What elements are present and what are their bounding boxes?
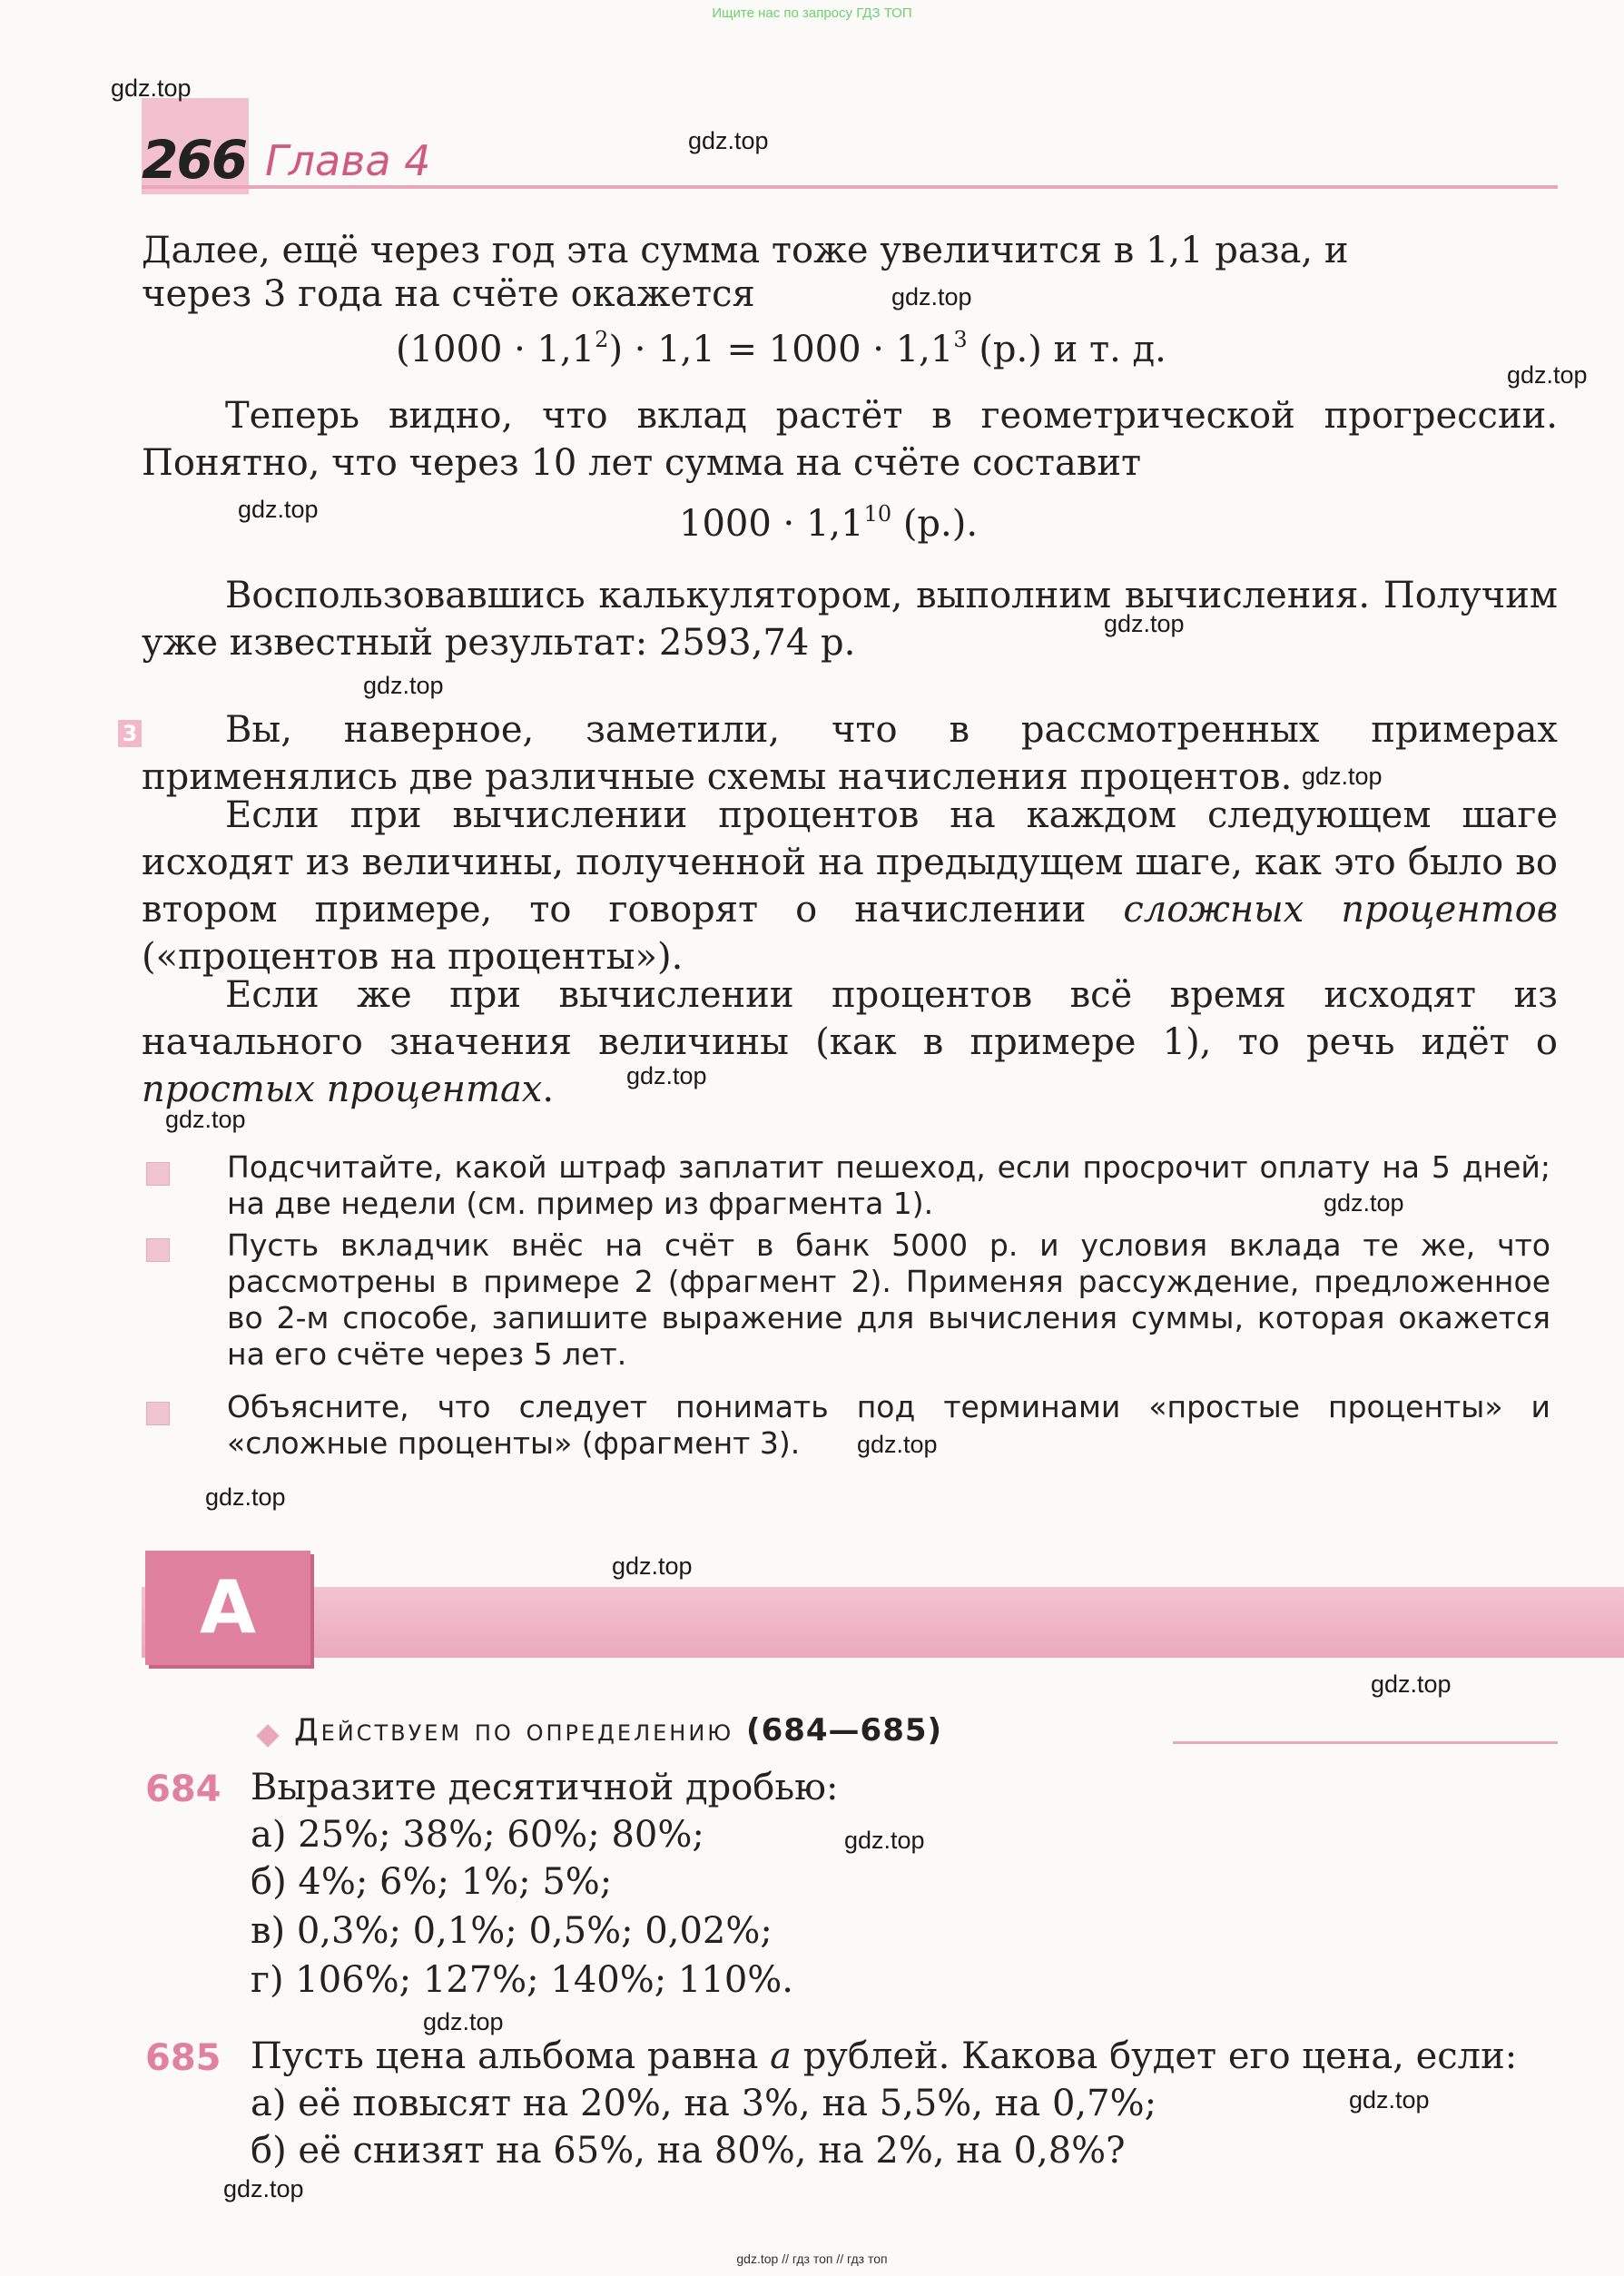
paragraph-3: Воспользовавшись калькулятором, выполним вычисления. Получим уже известный результат: 2593,74 р. (142, 575, 1558, 664)
chapter-title: Глава 4 (265, 136, 431, 185)
question-bullet-icon (146, 1402, 170, 1425)
exercise-685-number: 685 (145, 2037, 221, 2079)
question-3: Объясните, что следует понимать под терминами «простые проценты» и «сложные проценты» (фрагмент 3). (227, 1389, 1550, 1461)
watermark: gdz.top (891, 283, 972, 310)
exercise-685-text (251, 2035, 1517, 2077)
header-rule (142, 185, 1558, 189)
watermark: gdz.top (688, 127, 769, 154)
exercise-684-text: Выразите десятичной дробью: (251, 1767, 839, 1808)
watermark: gdz.top (857, 1431, 938, 1458)
formula-1-part-a: (1000 · 1,1 (396, 329, 595, 370)
exercise-684-number: 684 (145, 1769, 221, 1810)
watermark: gdz.top (205, 1483, 286, 1511)
formula-2 (679, 503, 978, 545)
formula-1-exp-a: 2 (595, 327, 609, 352)
paragraph-5-text-a: Если при вычислении процентов на каждом следующем шаге исходят из величины, полученной на предыдущем шаге, как это было во втором примере, то говорят о начислении (142, 794, 1558, 931)
question-2: Пусть вкладчик внёс на счёт в банк 5000 р. и условия вклада те же, что рассмотрены в примере 2 (фрагмент 2). Применяя рассуждение, предложенное во 2-м способе, запишите выражение для вычисления суммы, которая окажется на его счёте через 5 лет. (227, 1227, 1550, 1372)
watermark: gdz.top (223, 2175, 304, 2202)
watermark: gdz.top (165, 1106, 246, 1133)
watermark: gdz.top (1507, 361, 1588, 389)
formula-2-part-a: 1000 · 1,1 (679, 503, 864, 545)
paragraph-6 (142, 971, 1558, 1113)
exercise-685-a: а) её повысят на 20%, на 3%, на 5,5%, на 0,7%; (251, 2083, 1157, 2124)
question-1: Подсчитайте, какой штраф заплатит пешеход, если просрочит оплату на 5 дней; на две недели (см. пример из фрагмента 1). (227, 1149, 1550, 1221)
exercise-685-text-b: рублей. Какова будет его цена, если: (792, 2035, 1518, 2077)
section-band (142, 1587, 1624, 1658)
formula-1-exp-b: 3 (953, 327, 968, 352)
bottom-note: gdz.top // гдз топ // гдз топ (736, 2251, 888, 2266)
watermark: gdz.top (1324, 1189, 1404, 1217)
exercise-684-c: в) 0,3%; 0,1%; 0,5%; 0,02%; (251, 1910, 773, 1952)
watermark: gdz.top (844, 1827, 925, 1854)
exercise-684-b: б) 4%; 6%; 1%; 5%; (251, 1861, 613, 1903)
watermark: gdz.top (111, 74, 192, 102)
term-compound-interest: сложных процентов (1123, 889, 1558, 931)
watermark: gdz.top (1371, 1670, 1452, 1698)
paragraph-6-text-a: Если же при вычислении процентов всё время исходят из начального значения величины (как в примере 1), то речь идёт о (142, 974, 1558, 1063)
subsection-range: (684—685) (746, 1712, 943, 1749)
watermark: gdz.top (238, 496, 319, 523)
formula-1-part-b: ) · 1,1 = 1000 · 1,1 (608, 329, 954, 370)
watermark: gdz.top (612, 1552, 693, 1580)
formula-2-exp: 10 (863, 501, 892, 527)
paragraph-4: Вы, наверное, заметили, что в рассмотренных примерах применялись две различные схемы начисления процентов. (142, 709, 1558, 798)
paragraph-2: Теперь видно, что вклад растёт в геометрической прогрессии. Понятно, что через 10 лет сумма на счёте составит (142, 395, 1558, 484)
top-note: Ищите нас по запросу ГДЗ ТОП (712, 5, 912, 21)
exercise-685-text-a: Пусть цена альбома равна (251, 2035, 771, 2077)
watermark: gdz.top (423, 2008, 504, 2035)
paragraph-1-line-1: Далее, ещё через год эта сумма тоже увеличится в 1,1 раза, и (142, 230, 1349, 271)
subsection-title (294, 1712, 942, 1749)
paragraph-1-line-2: через 3 года на счёте окажется (142, 273, 755, 315)
formula-1-part-c: (р.) и т. д. (967, 329, 1166, 370)
exercise-685-b: б) её снизят на 65%, на 80%, на 2%, на 0,8%? (251, 2130, 1126, 2172)
exercise-684-a: а) 25%; 38%; 60%; 80%; (251, 1814, 704, 1856)
exercise-685-variable: a (770, 2035, 792, 2077)
formula-1 (396, 329, 1166, 370)
watermark: gdz.top (1302, 763, 1383, 790)
paragraph-5-text-b: («процентов на проценты»). (142, 936, 684, 978)
question-bullet-icon (146, 1162, 170, 1186)
section-letter: А (200, 1565, 256, 1650)
term-simple-interest: простых процентах (142, 1069, 543, 1110)
page-number: 266 (142, 129, 247, 191)
watermark: gdz.top (626, 1062, 707, 1089)
fragment-marker: 3 (118, 720, 142, 747)
watermark: gdz.top (1104, 610, 1185, 637)
paragraph-5 (142, 792, 1558, 980)
question-bullet-icon (146, 1238, 170, 1262)
watermark: gdz.top (1349, 2086, 1430, 2113)
paragraph-6-text-b: . (542, 1069, 555, 1110)
exercise-684-d: г) 106%; 127%; 140%; 110%. (251, 1959, 793, 2001)
formula-2-part-b: (р.). (891, 503, 979, 545)
watermark: gdz.top (363, 672, 444, 699)
subsection-title-text: Действуем по определению (294, 1712, 734, 1749)
